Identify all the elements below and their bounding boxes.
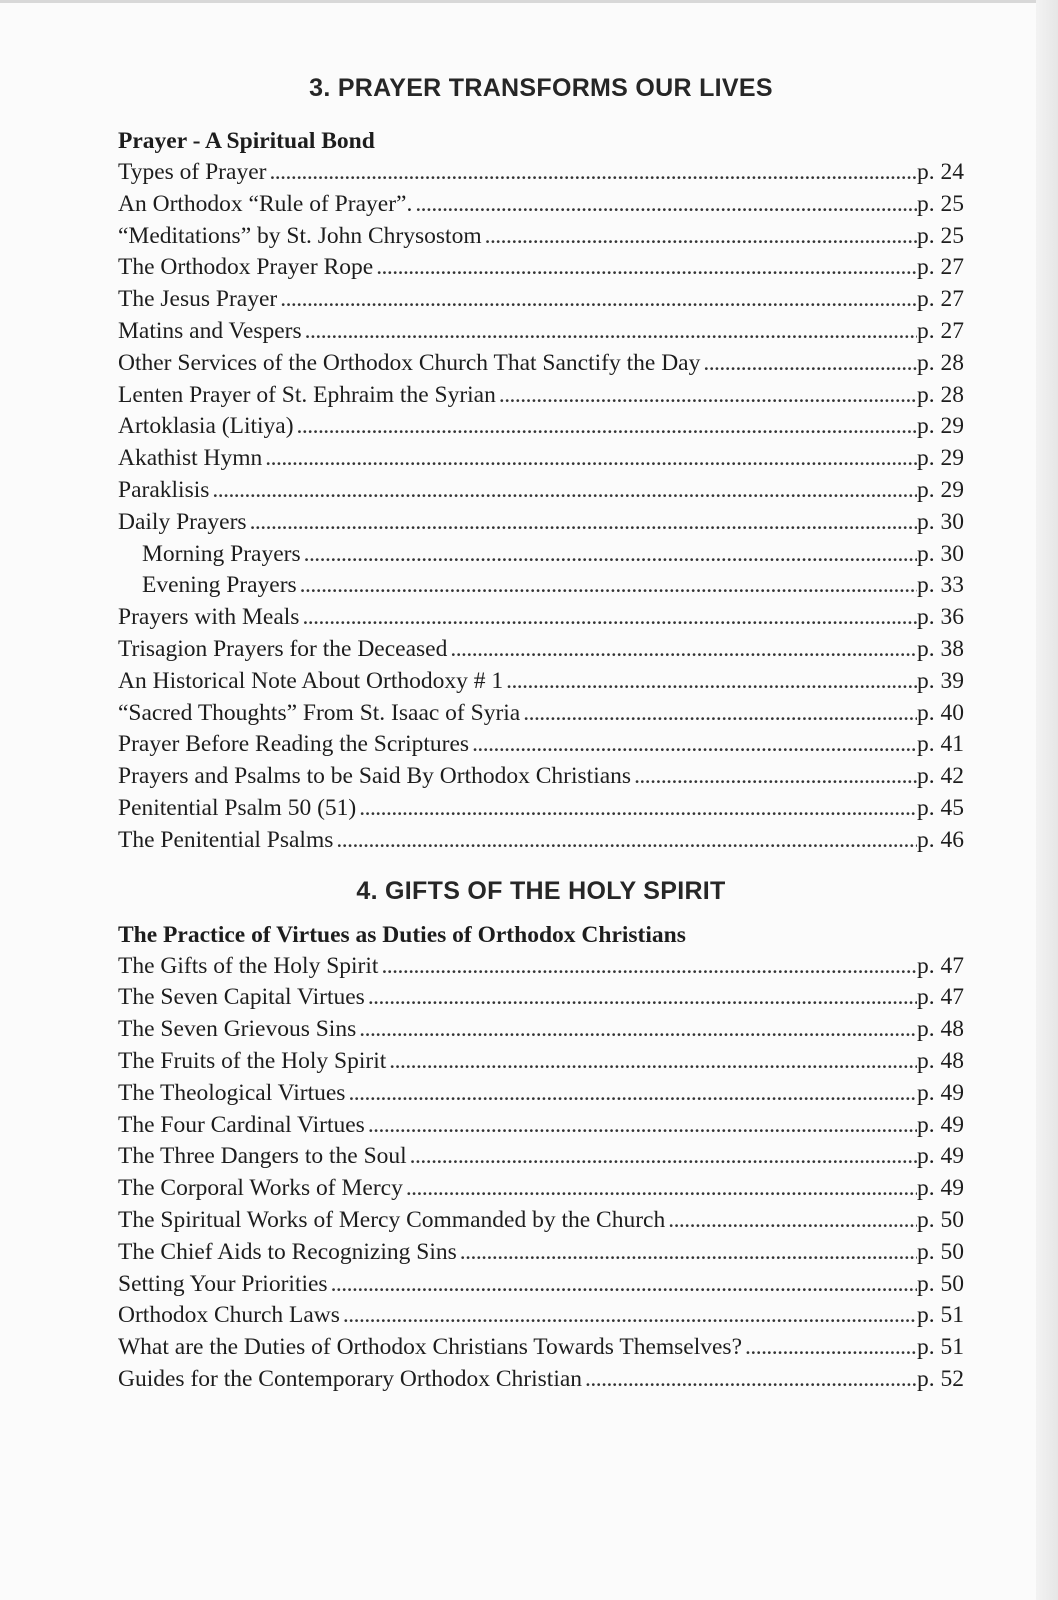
toc-entry-title: Daily Prayers <box>118 508 247 535</box>
toc-entry[interactable] <box>118 1173 964 1205</box>
toc-entry-title: Morning Prayers <box>142 540 301 567</box>
toc-entry-title: Guides for the Contemporary Orthodox Christian <box>118 1365 583 1392</box>
toc-entry[interactable] <box>118 380 964 412</box>
section-3-subheading: Prayer - A Spiritual Bond <box>118 128 375 154</box>
toc-entry[interactable] <box>118 507 964 539</box>
toc-entry[interactable] <box>118 1269 964 1301</box>
dot-leader <box>407 1141 917 1173</box>
toc-entry[interactable] <box>118 1078 964 1110</box>
toc-entry-title: An Historical Note About Orthodoxy # 1 <box>118 667 504 694</box>
toc-entry[interactable] <box>118 1141 964 1173</box>
toc-entry-page: p. 28 <box>917 349 964 376</box>
toc-entry-page: p. 25 <box>917 222 964 249</box>
toc-entry-title: Akathist Hymn <box>118 445 263 472</box>
dot-leader <box>333 825 917 857</box>
dot-leader <box>365 982 917 1014</box>
toc-entry-page: p. 51 <box>917 1334 964 1361</box>
dot-leader <box>328 1269 917 1301</box>
toc-entry-title: The Fruits of the Holy Spirit <box>118 1047 387 1074</box>
toc-entry-page: p. 50 <box>917 1270 964 1297</box>
toc-entry-title: Lenten Prayer of St. Ephraim the Syrian <box>118 381 496 408</box>
toc-entry-title: Artoklasia (Litiya) <box>118 413 294 440</box>
toc-entry-title: The Jesus Prayer <box>118 286 278 313</box>
section-4-entries <box>118 951 964 1396</box>
toc-entry-title: An Orthodox “Rule of Prayer”. <box>118 190 413 217</box>
toc-entry[interactable] <box>118 189 964 221</box>
dot-leader <box>373 252 917 284</box>
dot-leader <box>247 507 917 539</box>
toc-entry-page: p. 40 <box>917 699 964 726</box>
toc-entry[interactable] <box>118 1046 964 1078</box>
toc-entry-title: “Meditations” by St. John Chrysostom <box>118 222 482 249</box>
dot-leader <box>301 539 917 571</box>
table-of-contents-page <box>118 70 964 1396</box>
toc-entry-title: Orthodox Church Laws <box>118 1302 340 1329</box>
dot-leader <box>403 1173 917 1205</box>
section-3-entries <box>118 157 964 857</box>
toc-entry[interactable] <box>118 761 964 793</box>
toc-entry-page: p. 25 <box>917 190 964 217</box>
toc-entry[interactable] <box>118 221 964 253</box>
toc-entry-title: The Corporal Works of Mercy <box>118 1175 403 1202</box>
toc-entry-title: The Chief Aids to Recognizing Sins <box>118 1238 457 1265</box>
toc-entry-title: Penitential Psalm 50 (51) <box>118 794 357 821</box>
toc-entry-title: The Theological Virtues <box>118 1079 346 1106</box>
toc-entry-page: p. 27 <box>917 286 964 313</box>
toc-entry-page: p. 27 <box>917 254 964 281</box>
toc-entry-page: p. 29 <box>917 476 964 503</box>
toc-entry-page: p. 30 <box>917 540 964 567</box>
toc-entry[interactable] <box>118 1014 964 1046</box>
toc-entry-title: Prayers with Meals <box>118 604 300 631</box>
toc-entry-title: The Seven Grievous Sins <box>118 1016 357 1043</box>
toc-entry[interactable] <box>118 1205 964 1237</box>
dot-leader <box>582 1364 917 1396</box>
toc-entry-page: p. 50 <box>917 1206 964 1233</box>
dot-leader <box>356 1014 917 1046</box>
dot-leader <box>496 380 917 412</box>
toc-entry[interactable] <box>118 539 964 571</box>
section-4-subheading: The Practice of Virtues as Duties of Orthodox Christians <box>118 921 686 948</box>
dot-leader <box>297 570 917 602</box>
toc-entry[interactable] <box>118 951 964 983</box>
dot-leader <box>209 475 917 507</box>
toc-entry-page: p. 30 <box>917 508 964 535</box>
toc-entry[interactable] <box>118 1332 964 1364</box>
dot-leader <box>520 698 917 730</box>
page-top-edge <box>0 0 1058 3</box>
dot-leader <box>345 1078 917 1110</box>
toc-entry-title: The Spiritual Works of Mercy Commanded by the Church <box>118 1206 666 1233</box>
toc-entry-title: “Sacred Thoughts” From St. Isaac of Syria <box>118 699 521 726</box>
toc-entry-title: The Penitential Psalms <box>118 826 334 853</box>
toc-entry-page: p. 36 <box>917 604 964 631</box>
dot-leader <box>277 284 917 316</box>
toc-entry-title: Matins and Vespers <box>118 317 302 344</box>
dot-leader <box>386 1046 917 1078</box>
dot-leader <box>365 1110 917 1142</box>
toc-entry-page: p. 49 <box>917 1175 964 1202</box>
toc-entry[interactable] <box>118 475 964 507</box>
toc-entry-title: The Orthodox Prayer Rope <box>118 254 374 281</box>
toc-entry[interactable] <box>118 793 964 825</box>
toc-entry-page: p. 48 <box>917 1016 964 1043</box>
toc-entry-page: p. 29 <box>917 445 964 472</box>
toc-entry[interactable] <box>118 602 964 634</box>
dot-leader <box>294 411 917 443</box>
toc-entry-title: The Four Cardinal Virtues <box>118 1111 365 1138</box>
page-right-edge <box>1036 0 1058 1600</box>
toc-entry[interactable] <box>118 729 964 761</box>
dot-leader <box>302 316 917 348</box>
toc-entry-page: p. 45 <box>917 794 964 821</box>
toc-entry[interactable] <box>118 252 964 284</box>
toc-entry-page: p. 39 <box>917 667 964 694</box>
toc-entry-page: p. 33 <box>917 572 964 599</box>
toc-entry[interactable] <box>118 1364 964 1396</box>
toc-entry-page: p. 49 <box>917 1079 964 1106</box>
toc-entry-page: p. 38 <box>917 635 964 662</box>
toc-entry-title: The Seven Capital Virtues <box>118 984 365 1011</box>
toc-entry[interactable] <box>118 157 964 189</box>
dot-leader <box>299 602 917 634</box>
dot-leader <box>266 157 917 189</box>
toc-entry[interactable] <box>118 411 964 443</box>
toc-entry-title: Prayers and Psalms to be Said By Orthodox Christians <box>118 763 632 790</box>
toc-entry-title: Types of Prayer <box>118 159 267 185</box>
section-3-heading: 3. PRAYER TRANSFORMS OUR LIVES <box>309 74 773 102</box>
toc-entry[interactable] <box>118 698 964 730</box>
dot-leader <box>340 1300 917 1332</box>
toc-entry-title: Setting Your Priorities <box>118 1270 328 1297</box>
dot-leader <box>356 793 917 825</box>
toc-entry[interactable] <box>118 348 964 380</box>
toc-entry-page: p. 27 <box>917 317 964 344</box>
toc-entry-page: p. 42 <box>917 763 964 790</box>
toc-entry[interactable] <box>118 825 964 857</box>
toc-entry-title: Prayer Before Reading the Scriptures <box>118 731 470 758</box>
section-4-heading: 4. GIFTS OF THE HOLY SPIRIT <box>356 876 726 905</box>
toc-entry[interactable] <box>118 666 964 698</box>
toc-entry-page: p. 49 <box>917 1143 964 1170</box>
toc-entry-page: p. 47 <box>917 952 964 979</box>
dot-leader <box>447 634 917 666</box>
toc-entry-page: p. 29 <box>917 413 964 440</box>
toc-entry-title: Other Services of the Orthodox Church That Sanctify the Day <box>118 349 701 376</box>
toc-entry[interactable] <box>118 1237 964 1269</box>
toc-entry[interactable] <box>118 982 964 1014</box>
toc-entry-title: Evening Prayers <box>142 572 297 599</box>
toc-entry-page: p. 50 <box>917 1238 964 1265</box>
dot-leader <box>412 189 917 221</box>
toc-entry[interactable] <box>118 316 964 348</box>
toc-entry-page: p. 52 <box>917 1365 964 1392</box>
dot-leader <box>262 443 917 475</box>
toc-entry-title: What are the Duties of Orthodox Christians Towards Themselves? <box>118 1334 743 1361</box>
toc-entry-page: p. 51 <box>917 1302 964 1329</box>
toc-entry-page: p. 49 <box>917 1111 964 1138</box>
dot-leader <box>503 666 917 698</box>
toc-entry[interactable] <box>118 1300 964 1332</box>
dot-leader <box>665 1205 917 1237</box>
toc-entry[interactable] <box>118 634 964 666</box>
dot-leader <box>700 348 917 380</box>
toc-entry[interactable] <box>118 570 964 602</box>
toc-entry[interactable] <box>118 443 964 475</box>
dot-leader <box>742 1332 917 1364</box>
toc-entry[interactable] <box>118 284 964 316</box>
dot-leader <box>457 1237 917 1269</box>
dot-leader <box>482 221 917 253</box>
dot-leader <box>631 761 917 793</box>
dot-leader <box>378 951 917 983</box>
toc-entry[interactable] <box>118 1110 964 1142</box>
toc-entry-page: p. 46 <box>917 826 964 853</box>
toc-entry-page: p. 24 <box>917 159 964 185</box>
toc-entry-page: p. 47 <box>917 984 964 1011</box>
toc-entry-title: The Gifts of the Holy Spirit <box>118 952 379 979</box>
toc-entry-page: p. 48 <box>917 1047 964 1074</box>
toc-entry-title: Paraklisis <box>118 476 210 503</box>
toc-entry-page: p. 41 <box>917 731 964 758</box>
dot-leader <box>469 729 917 761</box>
toc-entry-page: p. 28 <box>917 381 964 408</box>
toc-entry-title: The Three Dangers to the Soul <box>118 1143 407 1170</box>
toc-entry-title: Trisagion Prayers for the Deceased <box>118 635 448 662</box>
